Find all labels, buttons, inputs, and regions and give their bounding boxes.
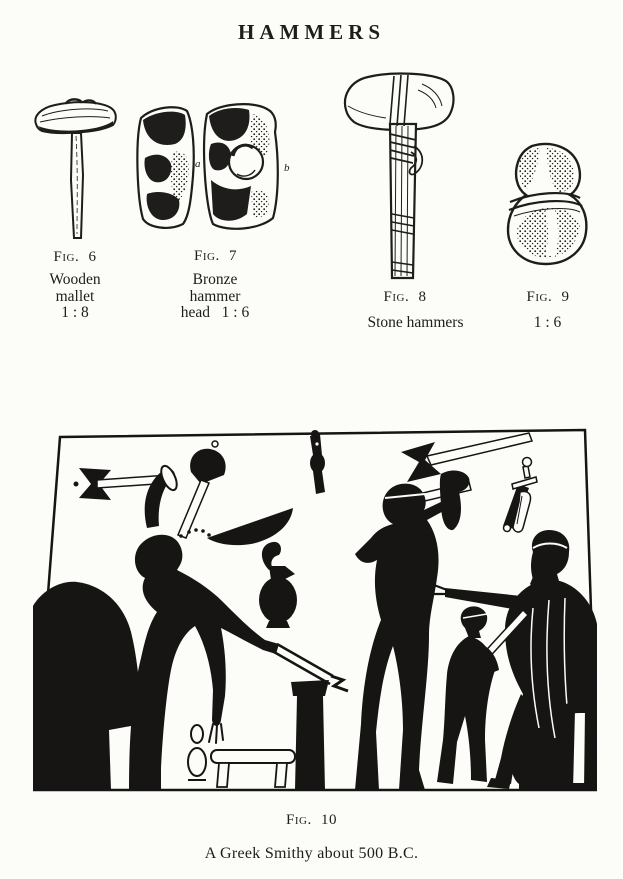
stone-hammers-caption: Stone hammers	[367, 314, 464, 331]
fig6-caption-scale: 1 : 8	[61, 304, 89, 321]
fig9-label: Fig. 9	[526, 289, 570, 305]
fig6-caption	[14, 272, 136, 322]
fig7-label: Fig. 7	[194, 248, 237, 264]
view-label-b: b	[284, 162, 290, 174]
fig7-caption-line2: hammer	[189, 287, 241, 305]
fig6-label: Fig. 6	[53, 249, 97, 265]
fig10-caption: A Greek Smithy about 500 B.C.	[204, 845, 419, 862]
grooved-stone-illustration	[494, 140, 596, 268]
bronze-hammer-head-illustration	[133, 98, 295, 240]
fig7-caption	[140, 272, 290, 322]
fig10-label: Fig. 10	[286, 812, 337, 828]
fig7-caption-line1: Bronze	[192, 271, 238, 288]
fig6-caption-line2: mallet	[55, 287, 95, 305]
fig8-label: Fig. 8	[383, 289, 427, 305]
fig6-caption-line1: Wooden	[49, 271, 101, 288]
stone-hammer-illustration	[338, 66, 465, 280]
fig7-caption-scale: head 1 : 6	[180, 304, 250, 321]
page-title: HAMMERS	[238, 20, 385, 44]
stone-hammers-scale: 1 : 6	[533, 314, 562, 331]
view-label-a: a	[195, 158, 201, 170]
greek-smithy-illustration	[33, 428, 597, 792]
wooden-mallet-illustration	[28, 90, 123, 242]
